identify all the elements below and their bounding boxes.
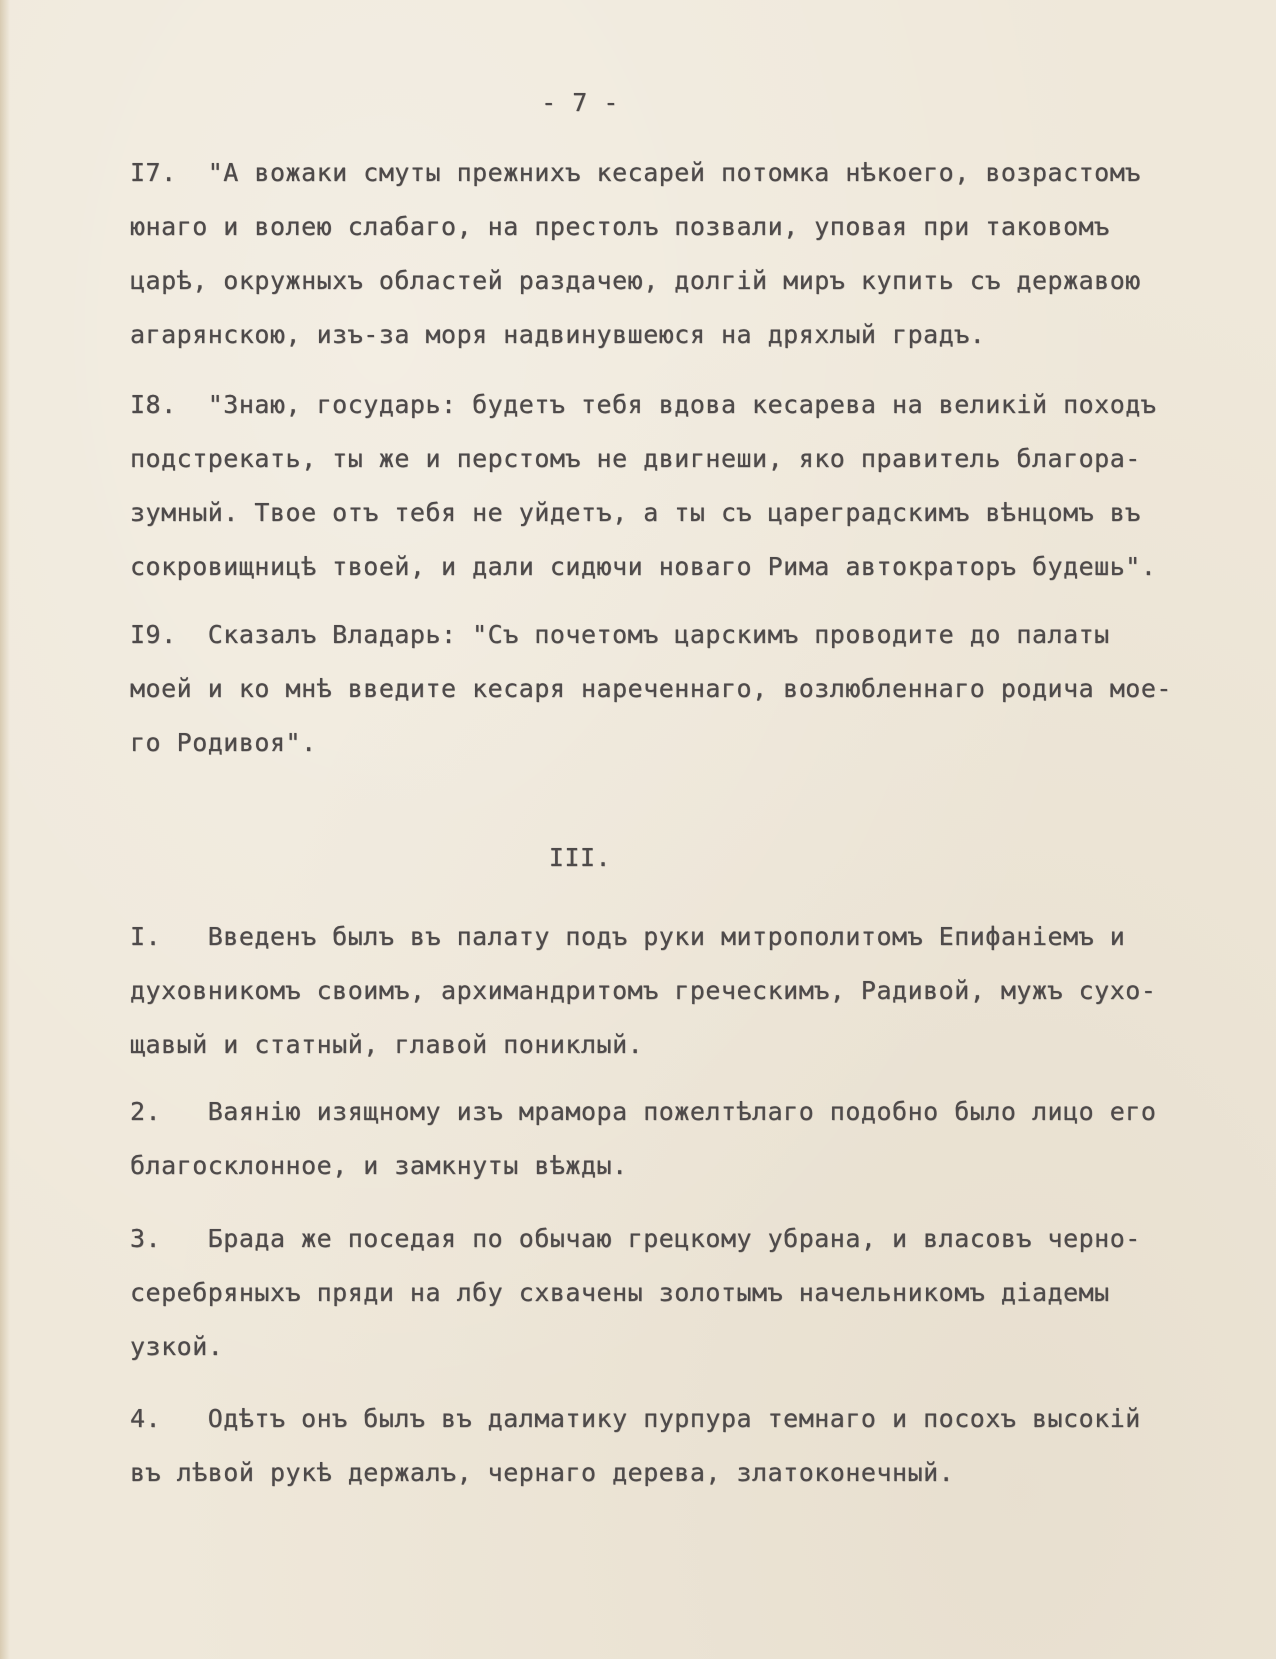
paragraph-line: сокровищницѣ твоей, и дали сидючи новаго Рима автократоръ будешь". (130, 552, 1157, 581)
section-paragraph-1 (130, 910, 1190, 1072)
paragraph-line: узкой. (130, 1332, 224, 1361)
paragraph-line: го Родивоя". (130, 728, 317, 757)
paragraph-line: щавый и статный, главой пониклый. (130, 1030, 644, 1059)
paragraph-line: I7. "А вожаки смуты прежнихъ кесарей потомка нѣкоего, возрастомъ (130, 158, 1141, 187)
paragraph-line: духовникомъ своимъ, архимандритомъ греческимъ, Радивой, мужъ сухо- (130, 976, 1157, 1005)
paragraph-line: 4. Одѣтъ онъ былъ въ далматику пурпура темнаго и посохъ высокій (130, 1404, 1141, 1433)
section-paragraph-2 (130, 1085, 1190, 1193)
paragraph-line: юнаго и волею слабаго, на престолъ позвали, уповая при таковомъ (130, 212, 1110, 241)
paragraph-line: I8. "Знаю, государь: будетъ тебя вдова кесарева на великій походъ (130, 390, 1157, 419)
paragraph-line: въ лѣвой рукѣ держалъ, чернаго дерева, златоконечный. (130, 1458, 955, 1487)
paragraph-line: моей и ко мнѣ введите кесаря нареченнаго, возлюбленнаго родича мое- (130, 674, 1172, 703)
page-edge-shadow (0, 0, 10, 1659)
paragraph-line: I9. Сказалъ Владарь: "Съ почетомъ царскимъ проводите до палаты (130, 620, 1110, 649)
section-paragraph-4 (130, 1392, 1190, 1500)
paragraph-line: 3. Брада же поседая по обычаю грецкому убрана, и власовъ черно- (130, 1224, 1141, 1253)
paragraph-line: I. Введенъ былъ въ палату подъ руки митрополитомъ Епифаніемъ и (130, 922, 1126, 951)
paragraph-line: благосклонное, и замкнуты вѣжды. (130, 1151, 628, 1180)
paragraph-line: 2. Ваянію изящному изъ мрамора пожелтѣлаго подобно было лицо его (130, 1097, 1157, 1126)
section-paragraph-3 (130, 1212, 1190, 1374)
paragraph-line: серебряныхъ пряди на лбу схвачены золотымъ начельникомъ діадемы (130, 1278, 1110, 1307)
paragraph-line: зумный. Твое отъ тебя не уйдетъ, а ты съ цареградскимъ вѣнцомъ въ (130, 498, 1141, 527)
paragraph-18 (130, 378, 1190, 594)
paragraph-17 (130, 146, 1190, 362)
paragraph-line: царѣ, окружныхъ областей раздачею, долгій миръ купить съ державою (130, 266, 1141, 295)
paragraph-line: агарянскою, изъ-за моря надвинувшеюся на дряхлый градъ. (130, 320, 986, 349)
section-heading: III. (548, 843, 612, 872)
paragraph-19 (130, 608, 1190, 770)
page-number: - 7 - (541, 88, 619, 117)
paragraph-line: подстрекать, ты же и перстомъ не двигнеши, яко правитель благора- (130, 444, 1141, 473)
